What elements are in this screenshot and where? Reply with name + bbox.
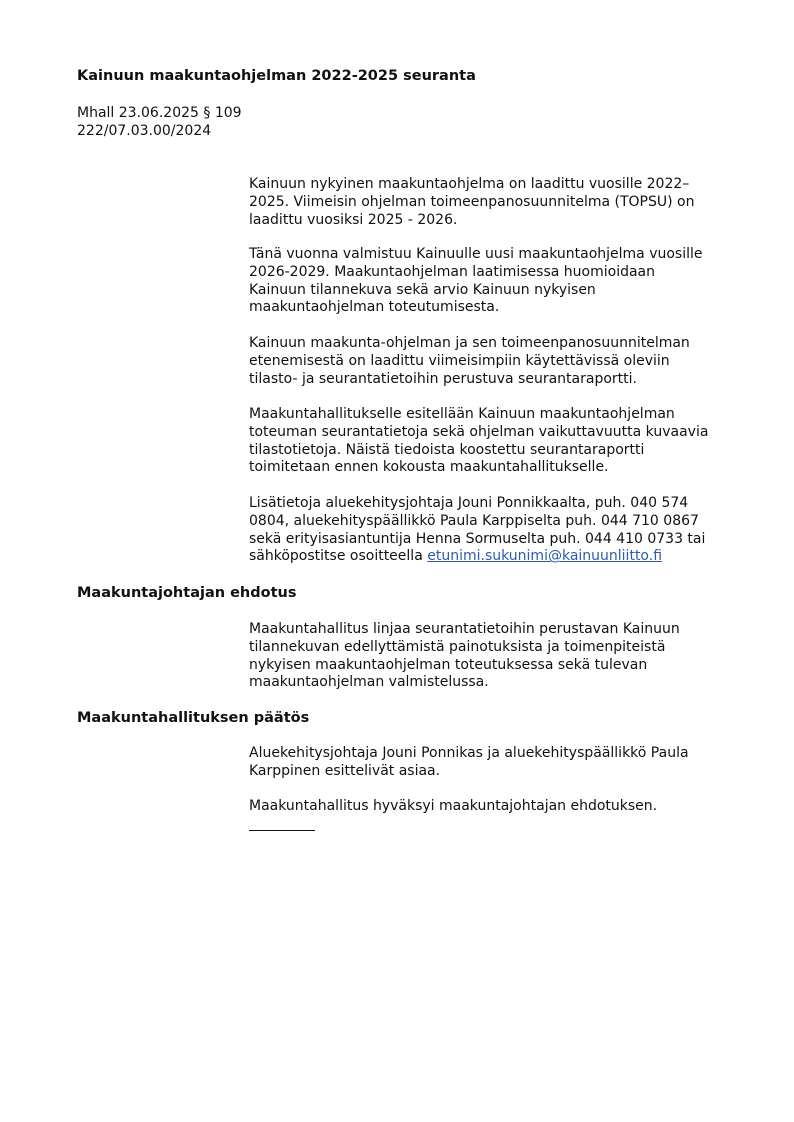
text-line: Lisätietoja aluekehitysjohtaja Jouni Ponnikkaalta, puh. 040 574: [249, 495, 689, 511]
text-line: laadittu vuosiksi 2025 - 2026.: [249, 211, 458, 228]
text-line: [249, 548, 749, 566]
text-line: 2025. Viimeisin ohjelman toimeenpanosuunnitelma (TOPSU) on: [249, 193, 695, 210]
paragraph-decision-presenters: [249, 745, 749, 781]
email-link[interactable]: etunimi.sukunimi@kainuunliitto.fi: [427, 548, 663, 565]
paragraph-program-intro: [249, 176, 749, 229]
paragraph-decision-approval: [249, 798, 749, 816]
text-line: Kainuun maakunta-ohjelman ja sen toimeenpanosuunnitelman: [249, 335, 690, 351]
text-line: Aluekehitysjohtaja Jouni Ponnikas ja aluekehityspäällikkö Paula: [249, 745, 689, 761]
text-line: Maakuntahallitus hyväksyi maakuntajohtajan ehdotuksen.: [249, 798, 658, 814]
text-line: toimitetaan ennen kokousta maakuntahallitukselle.: [249, 459, 609, 476]
text-line: Kainuun tilannekuva sekä arvio Kainuun nykyisen: [249, 281, 596, 298]
text-line: Maakuntahallitukselle esitellään Kainuun maakuntaohjelman: [249, 406, 675, 422]
document-title: Kainuun maakuntaohjelman 2022-2025 seuranta: [77, 68, 476, 84]
text-line: Tänä vuonna valmistuu Kainuulle uusi maakuntaohjelma vuosille: [249, 246, 703, 262]
text-line: tilastotietoja. Näistä tiedoista koostettu seurantaraportti: [249, 441, 645, 458]
paragraph-new-program: [249, 246, 749, 317]
text-line: Karppinen esittelivät asiaa.: [249, 762, 441, 779]
paragraph-monitoring-report: [249, 335, 749, 388]
proposal-heading: Maakuntajohtajan ehdotus: [77, 585, 297, 601]
text-line: nykyisen maakuntaohjelman toteutuksessa sekä tulevan: [249, 656, 648, 673]
meeting-reference: Mhall 23.06.2025 § 109: [77, 105, 242, 121]
paragraph-contact-info: [249, 495, 749, 566]
meeting-meta: [77, 104, 242, 140]
text-line: tilasto- ja seurantatietoihin perustuva seurantaraportti.: [249, 370, 637, 387]
text-line: etenemisestä on laadittu viimeisimpiin käytettävissä oleviin: [249, 352, 670, 369]
end-divider-line: [249, 830, 315, 831]
text-line: Kainuun nykyinen maakuntaohjelma on laadittu vuosille 2022–: [249, 176, 690, 192]
text-line: sekä erityisasiantuntija Henna Sormuselta puh. 044 410 0733 tai: [249, 530, 706, 547]
text-line: 0804, aluekehityspäällikkö Paula Karppiselta puh. 044 710 0867: [249, 512, 699, 529]
text-line: maakuntaohjelman valmistelussa.: [249, 674, 489, 691]
text-line: tilannekuvan edellyttämistä painotuksista ja toimenpiteistä: [249, 638, 666, 655]
text-line: maakuntaohjelman toteutumisesta.: [249, 299, 500, 316]
paragraph-proposal: [249, 621, 749, 692]
decision-heading: Maakuntahallituksen päätös: [77, 710, 310, 726]
record-number: 222/07.03.00/2024: [77, 123, 212, 139]
text-line: toteuman seurantatietoja sekä ohjelman vaikuttavuutta kuvaavia: [249, 423, 709, 440]
text-line: Maakuntahallitus linjaa seurantatietoihin perustavan Kainuun: [249, 621, 680, 637]
paragraph-board-presentation: [249, 406, 749, 477]
email-prefix: sähköpostitse osoitteella: [249, 548, 428, 565]
text-line: 2026-2029. Maakuntaohjelman laatimisessa huomioidaan: [249, 263, 655, 280]
